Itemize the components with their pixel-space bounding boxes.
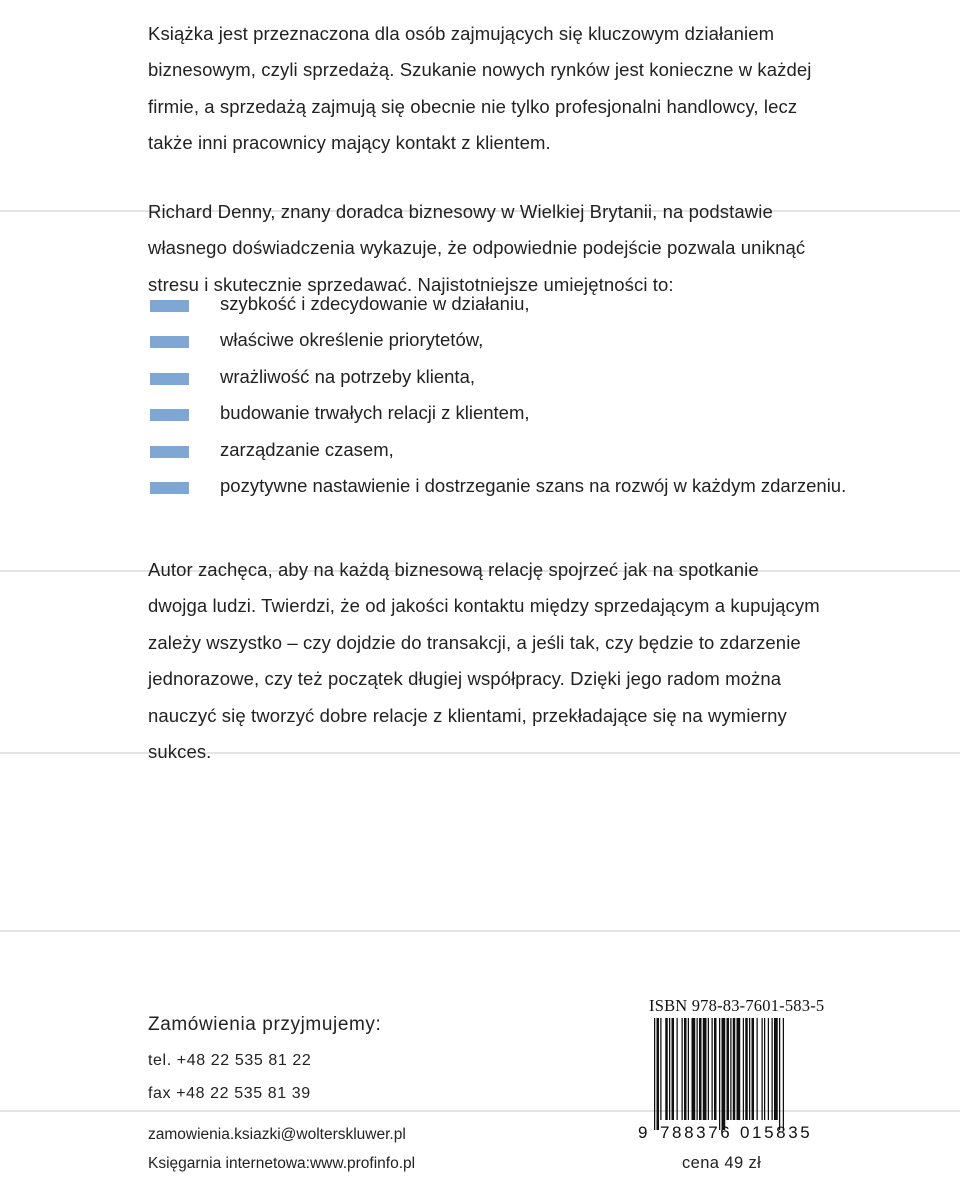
barcode-bar xyxy=(703,1018,707,1120)
barcode-bar xyxy=(688,1018,689,1120)
barcode-bar xyxy=(657,1018,660,1130)
list-item xyxy=(148,359,838,395)
price-label: cena 49 zł xyxy=(682,1154,762,1172)
barcode-bar xyxy=(743,1018,744,1120)
barcode-bar xyxy=(682,1018,683,1120)
barcode-bar xyxy=(665,1018,668,1120)
bullet-marker xyxy=(150,300,189,312)
barcode-bar xyxy=(730,1018,731,1120)
barcode-bar xyxy=(772,1018,773,1120)
barcode-bar xyxy=(660,1018,661,1120)
barcode-bar xyxy=(714,1018,717,1120)
bullet-marker xyxy=(150,409,189,421)
skill-text: właściwe określenie priorytetów, xyxy=(220,329,484,351)
order-info xyxy=(148,1006,568,1172)
barcode-bar xyxy=(684,1018,687,1120)
skill-text: szybkość i zdecydowanie w działaniu, xyxy=(220,293,530,314)
list-item xyxy=(148,468,847,504)
barcode-digits-right: 015835 xyxy=(740,1123,813,1142)
barcode-bar xyxy=(745,1018,748,1120)
barcode-bar xyxy=(783,1018,784,1130)
list-item xyxy=(148,395,838,431)
list-item xyxy=(148,322,838,358)
barcode-bar xyxy=(669,1018,670,1120)
barcode-bar xyxy=(677,1018,678,1120)
closing-paragraph: Autor zachęca, aby na każdą biznesową relację spojrzeć jak na spotkanie dwojga ludzi. Twierdzi, że od jakości kontaktu między sprzedającym a kupującym zależy wszystko – czy dojdzie do transakcji, a jeśli tak, czy będzie to zdarzenie jednorazowe, czy też początek długiej współpracy. Dzięki jego radom można nauczyć się tworzyć dobre relacje z klientami, przekładające się na wymierny sukces. xyxy=(148,558,820,762)
skills-list xyxy=(148,286,847,504)
skill-text: pozytywne nastawienie i dostrzeganie szans na rozwój w każdym zdarzeniu. xyxy=(220,474,847,496)
barcode-bar xyxy=(733,1018,736,1120)
online-bookstore-link[interactable]: Księgarnia internetowa:www.profinfo.pl xyxy=(148,1155,416,1172)
barcode-bar xyxy=(774,1018,778,1120)
barcode-digits-left: 788376 xyxy=(660,1123,733,1142)
isbn-barcode-block xyxy=(636,992,824,1182)
orders-heading: Zamówienia przyjmujemy: xyxy=(148,1014,382,1035)
barcode-bar xyxy=(697,1018,698,1120)
list-item xyxy=(148,432,838,468)
bullet-marker xyxy=(150,373,189,385)
isbn-label: ISBN 978-83-7601-583-5 xyxy=(649,996,825,1015)
barcode-bar xyxy=(654,1018,655,1130)
intro-paragraph: Książka jest przeznaczona dla osób zajmujących się kluczowym działaniem biznesowym, czyli sprzedażą. Szukanie nowych rynków jest konieczne w każdej firmie, a sprzedażą zajmują się obecnie nie tylko profesjonalni handlowcy, lecz także inni pracownicy mający kontakt z klientem. xyxy=(148,22,812,153)
barcode-bar xyxy=(749,1018,750,1120)
bullet-marker xyxy=(150,446,189,458)
phone-number: tel. +48 22 535 81 22 xyxy=(148,1052,312,1069)
barcode-bar xyxy=(672,1018,675,1120)
order-email-link[interactable]: zamowienia.ksiazki@wolterskluwer.pl xyxy=(148,1126,406,1143)
barcode-bar xyxy=(722,1018,726,1130)
barcode-digits xyxy=(636,1121,824,1145)
barcode xyxy=(636,1018,824,1136)
barcode-bar xyxy=(699,1018,702,1120)
author-paragraph: Richard Denny, znany doradca biznesowy w Wielkiej Brytanii, na podstawie własnego doświadczenia wykazuje, że odpowiednie podejście pozwala uniknąć stresu i skutecznie sprzedawać. Najistotniejsze umiejętności to: xyxy=(148,200,806,295)
skill-text: zarządzanie czasem, xyxy=(220,438,394,460)
bullet-marker xyxy=(150,336,189,348)
barcode-bar xyxy=(752,1018,755,1120)
barcode-bar xyxy=(727,1018,730,1120)
barcode-bar xyxy=(737,1018,741,1120)
barcode-bar xyxy=(708,1018,709,1120)
barcode-digit-prefix: 9 xyxy=(638,1123,651,1142)
list-item xyxy=(148,286,838,322)
skill-text: wrażliwość na potrzeby klienta, xyxy=(220,365,475,387)
barcode-bar xyxy=(712,1018,713,1120)
divider xyxy=(0,930,960,932)
fax-number: fax +48 22 535 81 39 xyxy=(148,1085,311,1102)
barcode-bar xyxy=(762,1018,763,1120)
skill-text: budowanie trwałych relacji z klientem, xyxy=(220,402,530,424)
barcode-bar xyxy=(757,1018,758,1120)
barcode-bar xyxy=(764,1018,765,1120)
bullet-marker xyxy=(150,482,189,494)
barcode-bar xyxy=(692,1018,696,1120)
barcode-bar xyxy=(719,1018,720,1130)
barcode-bar xyxy=(768,1018,769,1120)
barcode-bar xyxy=(779,1018,780,1130)
